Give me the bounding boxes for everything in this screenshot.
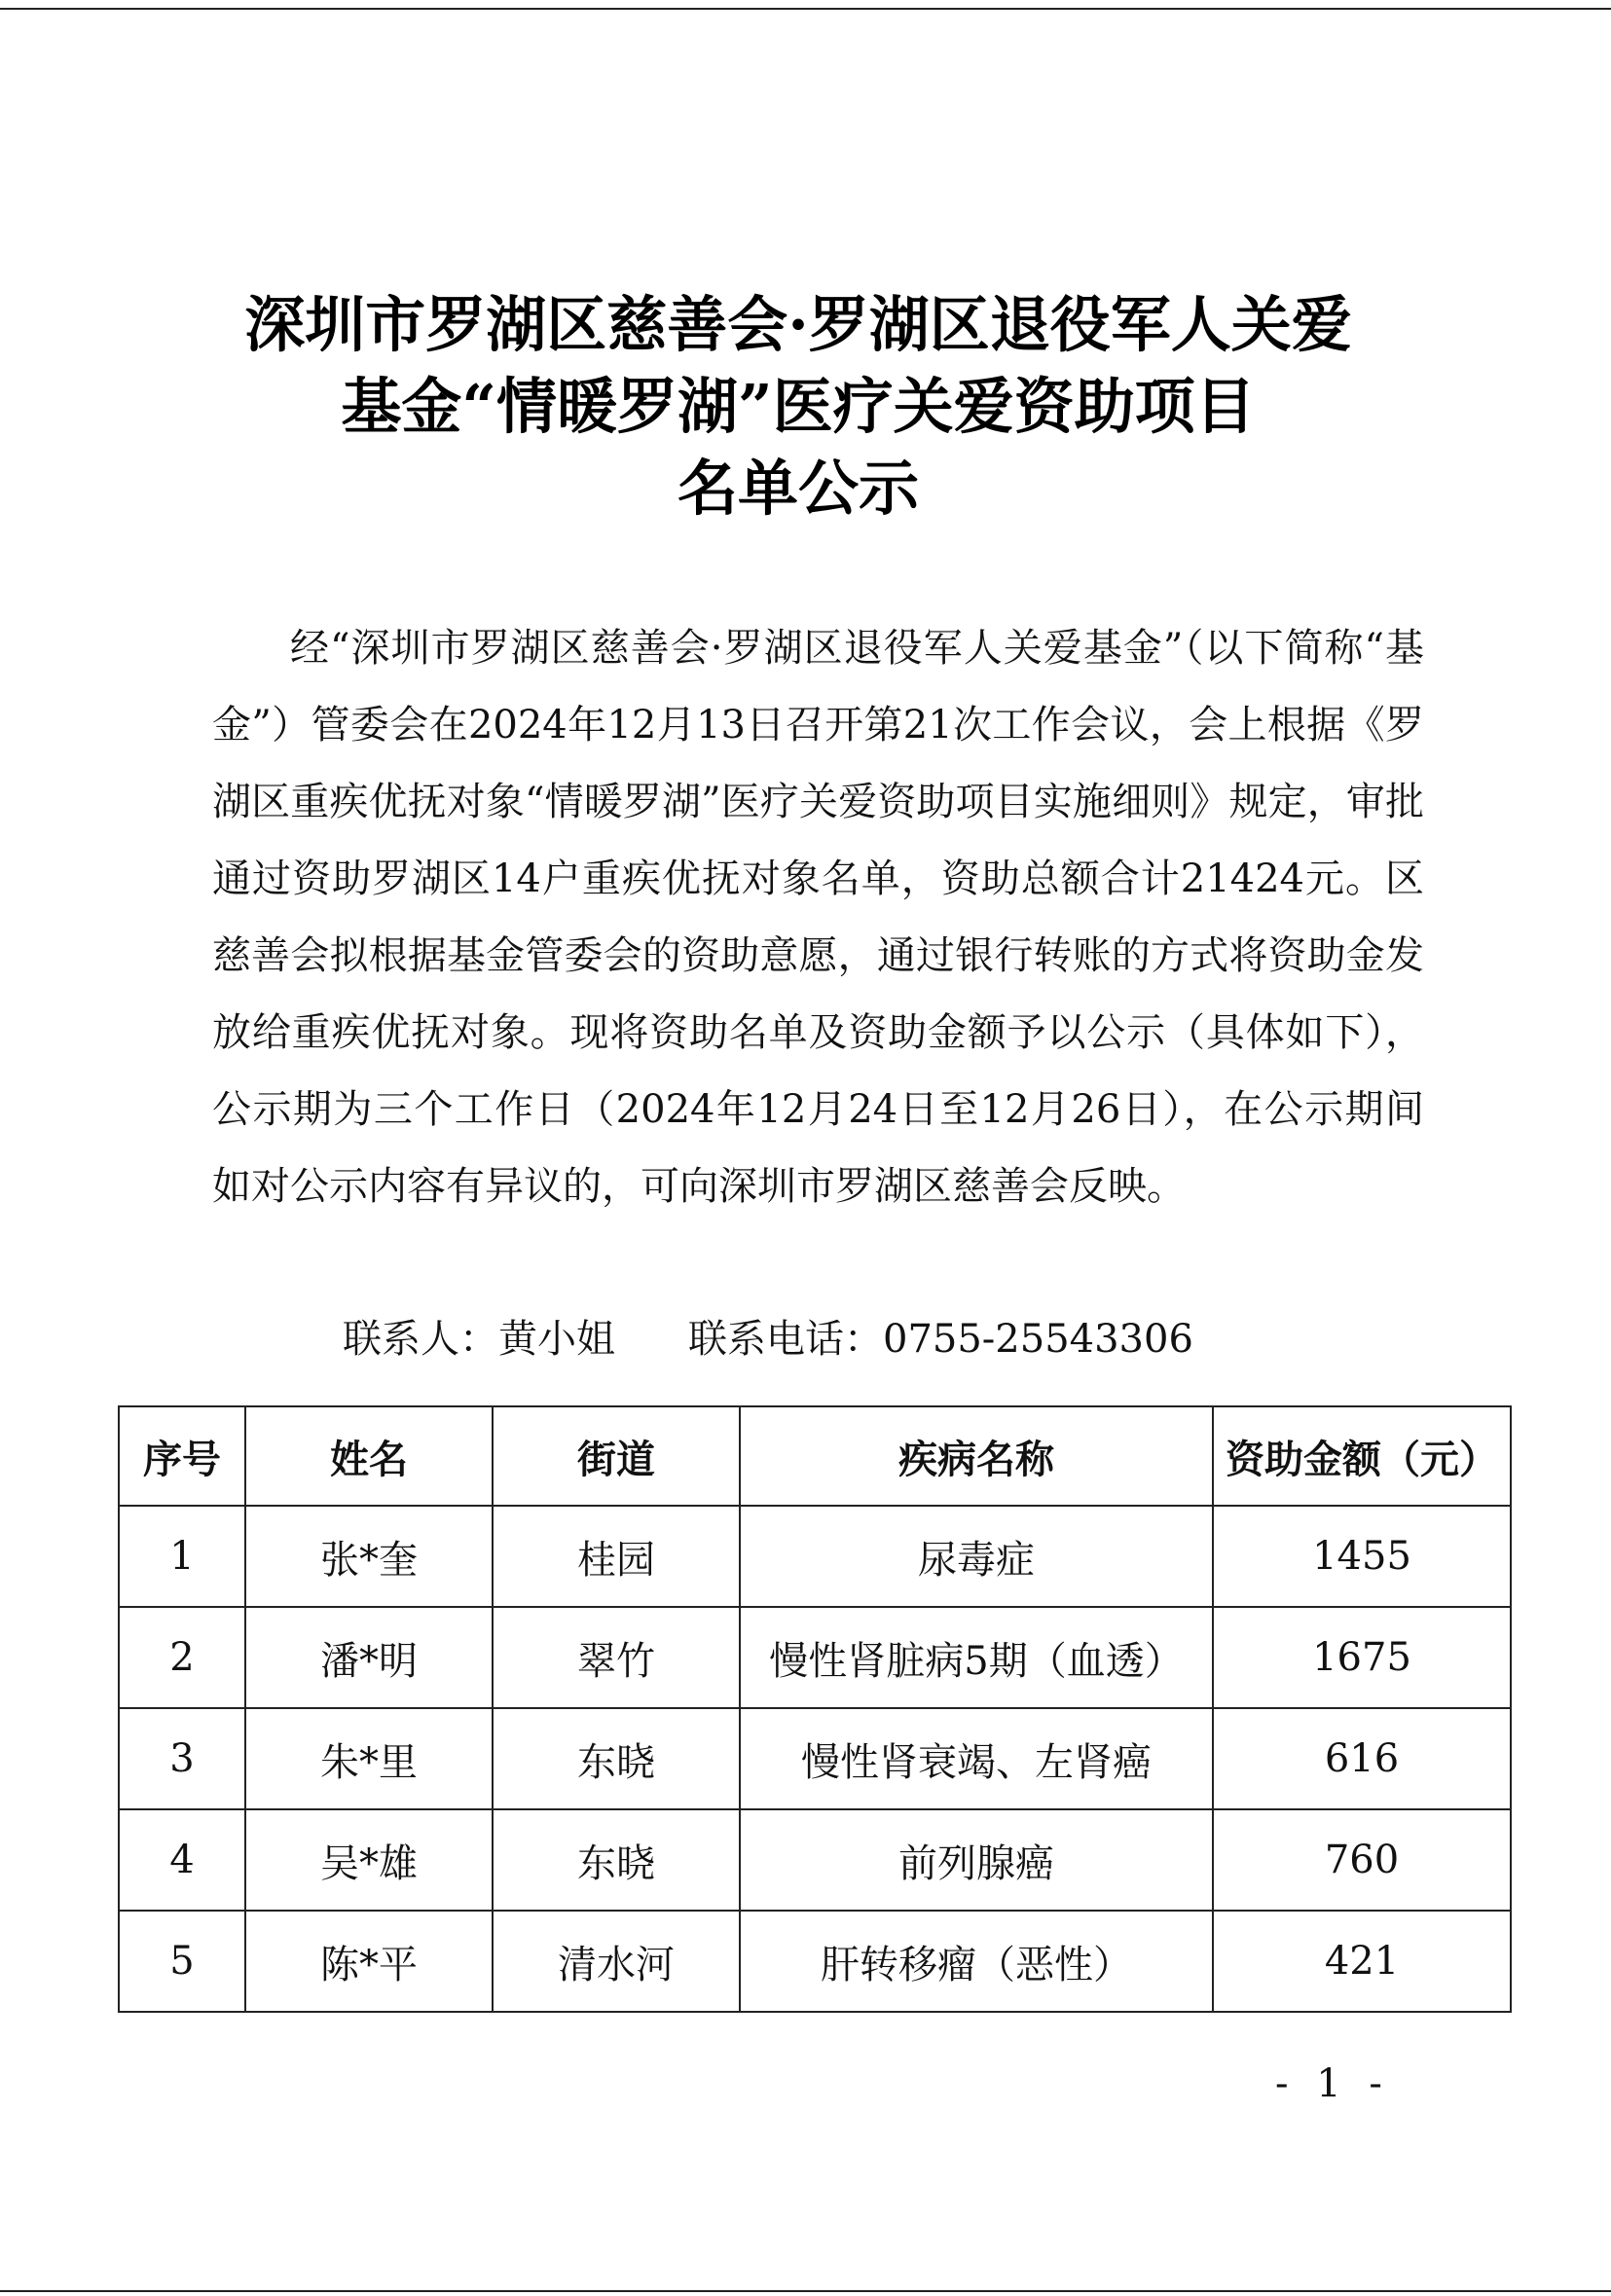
document-title: [117, 284, 1480, 529]
cell-name: 陈*平: [245, 1911, 493, 2012]
cell-amount: 1675: [1213, 1607, 1511, 1708]
cell-amount: 421: [1213, 1911, 1511, 2012]
contact-line: [343, 1310, 1193, 1368]
relief-list-table: [118, 1405, 1512, 2013]
table-row: [119, 1708, 1511, 1809]
cell-amount: 616: [1213, 1708, 1511, 1809]
contact-phone: 联系电话：0755-25543306: [688, 1317, 1193, 1362]
header-index: 序号: [119, 1406, 245, 1506]
cell-disease: 慢性肾衰竭、左肾癌: [740, 1708, 1213, 1809]
cell-index: 1: [119, 1506, 245, 1607]
table-row: [119, 1809, 1511, 1911]
header-name: 姓名: [245, 1406, 493, 1506]
announcement-paragraph: 经“深圳市罗湖区慈善会·罗湖区退役军人关爱基金”（以下简称“基金”）管委会在2024年12月13日召开第21次工作会议，会上根据《罗湖区重疾优抚对象“情暖罗湖”医疗关爱资助项目实施细则》规定，审批通过资助罗湖区14户重疾优抚对象名单，资助总额合计21424元。区慈善会拟根据基金管委会的资助意愿，通过银行转账的方式将资助金发放给重疾优抚对象。现将资助名单及资助金额予以公示（具体如下），公示期为三个工作日（2024年12月24日至12月26日），在公示期间如对公示内容有异议的，可向深圳市罗湖区慈善会反映。: [212, 626, 1424, 1209]
cell-disease: 肝转移瘤（恶性）: [740, 1911, 1213, 2012]
cell-street: 东晓: [493, 1809, 740, 1911]
cell-index: 4: [119, 1809, 245, 1911]
table-row: [119, 1911, 1511, 2012]
cell-amount: 1455: [1213, 1506, 1511, 1607]
cell-name: 朱*里: [245, 1708, 493, 1809]
cell-index: 2: [119, 1607, 245, 1708]
cell-street: 桂园: [493, 1506, 740, 1607]
contact-person: 联系人：黄小姐: [343, 1317, 615, 1362]
table-header-row: [119, 1406, 1511, 1506]
cell-index: 3: [119, 1708, 245, 1809]
table-row: [119, 1607, 1511, 1708]
cell-index: 5: [119, 1911, 245, 2012]
cell-name: 吴*雄: [245, 1809, 493, 1911]
cell-name: 潘*明: [245, 1607, 493, 1708]
header-disease: 疾病名称: [740, 1406, 1213, 1506]
title-line-2: 基金“情暖罗湖”医疗关爱资助项目: [341, 371, 1256, 442]
cell-amount: 760: [1213, 1809, 1511, 1911]
page-number: - 1 -: [1275, 2061, 1390, 2106]
cell-disease: 慢性肾脏病5期（血透）: [740, 1607, 1213, 1708]
header-street: 街道: [493, 1406, 740, 1506]
cell-disease: 尿毒症: [740, 1506, 1213, 1607]
table-row: [119, 1506, 1511, 1607]
cell-street: 东晓: [493, 1708, 740, 1809]
cell-street: 翠竹: [493, 1607, 740, 1708]
cell-name: 张*奎: [245, 1506, 493, 1607]
title-line-3: 名单公示: [677, 453, 919, 524]
cell-disease: 前列腺癌: [740, 1809, 1213, 1911]
bottom-border-line: [0, 2290, 1611, 2292]
header-amount: 资助金额（元）: [1213, 1406, 1511, 1506]
announcement-body: [212, 610, 1424, 1225]
title-line-1: 深圳市罗湖区慈善会·罗湖区退役军人关爱: [244, 289, 1352, 360]
cell-street: 清水河: [493, 1911, 740, 2012]
top-border-line: [0, 8, 1611, 10]
